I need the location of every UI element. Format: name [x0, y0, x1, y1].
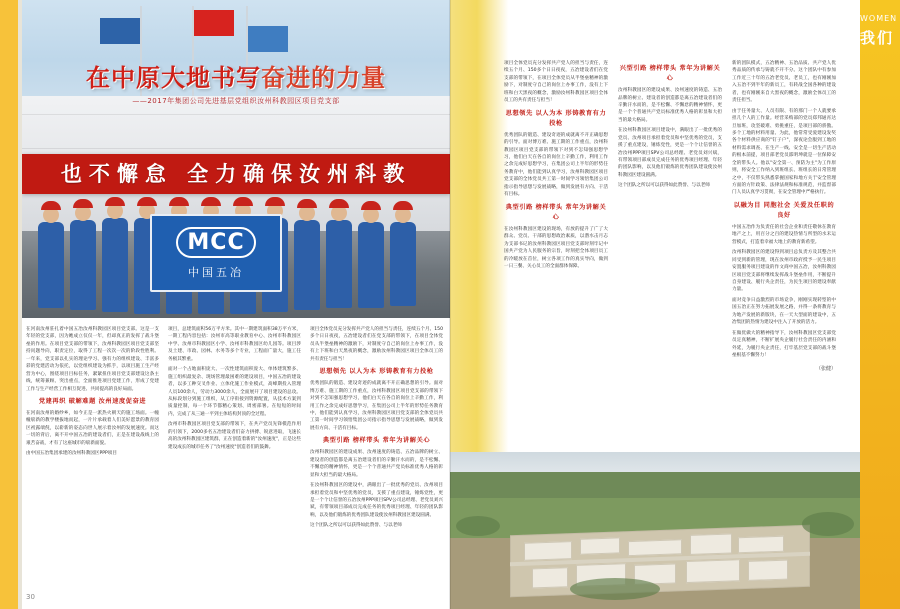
site-building — [686, 559, 740, 583]
worker — [358, 222, 384, 308]
site-building — [524, 541, 572, 561]
left-text-columns — [26, 326, 444, 588]
site-building — [532, 567, 568, 588]
paragraph: 这个团队之所以可以获得如此赞誉、与以老师 — [310, 523, 402, 529]
flag-china — [194, 10, 234, 36]
paragraph: 在河南汝州驻扎着中国五冶汝州科教园区项目党支部。这是一支年轻的党支部，因为她成立仅仅一年，但却真正的发挥了战斗堡垒的作用。在项目党支部的带领下，汝州科教园区项目党支部坚持问题导向，职责定位，取得了工程一次次一次的阶段性胜利。一年来，党支部以扎实的理论学习、强有力的组织建设、丰富多彩的党建活动为依托，以党组织建设为抓手，以项目施工生产经营为中心，围绕项目目标任务，紧紧扭住项目党支部建设这条主线，统筹兼顾、突出重点，全面推进项目党建工作，形成了党建工作与生产经营工作相互促进、共同提高的良好局面。 — [26, 327, 159, 392]
site-building — [628, 539, 682, 556]
paragraph: 在汝州科教园区建设的现场，有放的提升了广了大群众、党员、干部的思想政治素质，以潜水击月志为支部书记的汝州科教园区项目党支部时刻牢记中国共产党为人民服务的宗旨，时刻把全体项目员工的冷暖放在首位，树立各项工作的真实导向，做到一日三餐、关心员工的全面群体保障。 — [504, 226, 608, 269]
mcc-logo-text: MCC — [176, 227, 255, 258]
paragraph: 优秀团队的锻造、建设奇迹的成就离不开正确思想的引导。面对博万难、施工期的工作重点，汝州科教园区项目党支部的带领下对到不怎知强思想学习，他们白天在各自的岗位上辛勤工作，利用工作之余完成好思想学习，在集团公司上半年的形势任务教育中，他们能到认真学习，汝州科教园区项目党支部的全体党员共工第一时间学习领悟集团公司指示指导思想与发展战略，做到发展有方向、干活有目标。 — [310, 381, 443, 431]
red-banner — [22, 154, 450, 194]
right-page — [450, 0, 900, 609]
paragraph: 汝州科教园区的建设得到项目总负责方及其整合共同受到新的管理，现在汝州市政府授予一民生项目安置服务项目建设的作文商中国五冶，汝州科教园区项目党支部将继续发挥战斗堡垒作用，不断提升自身建设、履行央企责任，为民生项目的建设奉献力量。 — [732, 250, 836, 293]
aerial-photo — [450, 452, 860, 609]
worker — [38, 222, 64, 308]
worker — [326, 220, 352, 308]
aerial-vegetation — [570, 578, 660, 600]
worker — [70, 220, 96, 310]
right-column-3 — [732, 60, 836, 460]
worker — [294, 220, 320, 310]
hero-photo — [22, 0, 450, 318]
mcc-banner — [150, 214, 282, 292]
hero-title-accent: 奋进的力量 — [261, 64, 386, 92]
red-banner-text: 也不懈怠 全力确保汝州科教 — [60, 162, 412, 186]
paragraph: 在汝州科教园区项目建设中，满眼出了一批优秀的党员、汝州项目承担着党员和中坚优秀的党员，支援了重点建设，锤炼党性，更是一个个让信誉的五冶汝州PPP项目SPV公司总经理、老党员刘兴斌，有带领项目部成员完成任务的优秀项目经理、年轻的团队影响，以及他们锻炼的优秀团队建设使汝州科教园区建设圆满。 — [618, 128, 722, 178]
section-heading: 典型引路 榜样带头 常年为讲解关心 — [505, 203, 607, 221]
paragraph: 面对竞争日益激烈的市场竞争，刚刚实现转型的中国五冶正在努力拓展发展之路，并得一条将教育与为地产发展的新版块，在一天大型面的建设中，五冶集团的热情为建设中注入了开放的活力。 — [732, 297, 836, 326]
site-building — [748, 560, 788, 581]
paragraph: 面对一个占地面积庞大、一次性建筑面积庞大、单体建筑繁多、施工组织最复杂、现场管理最困难的建设项目，中国五冶的建设者，以多工种交叉作业、立体化施工作业模式，高峰期投入管理人员100余人，劳动力3000余人，全面展开了项目建设的总攻。从标段划分到施工组织，从工序衔接到资源配置，从技术方案到质量控制，每一个环节都精心策划、周密部署。在短短的时间内，完成了从三通一平到主体结构封顶的全过程。 — [168, 367, 301, 417]
mcc-company-name: 中国五冶 — [188, 265, 244, 279]
right-column-2 — [618, 60, 722, 460]
aerial-vegetation — [456, 516, 500, 536]
section-heading: 思想领先 以人为本 形铸教育有力投枪 — [505, 109, 607, 127]
section-label-en: WOMEN — [860, 14, 898, 23]
page-fold — [449, 0, 451, 609]
paragraph: 汝州市科教园区项目党支部的带领下，在共产党员先锋模范作用的引领下，2000多名五冶建设者们奋力拼搏、锐意进取，飞速长高的汝州科教园区建筑群，正在创造着新的"汝州速度"，正是这些建设成长的城市任务了"汝州速度"创造者们的鼓舞。 — [168, 422, 301, 450]
paragraph: 汝州科教园区的建设成果、汝州速度的铸造、五冶品牌的树立、建设者的创造都是离五冶建设者们的辛勤汗水而的，是不松懈、不懈怠的精神情怀，更是一个个普通共产党员标准优秀人格的彰显和大担当的最大格局。 — [618, 88, 722, 123]
paragraph: 由于任务量大、人员有限、有的那门一个人就要承担几个人的工作量。经营采购部的党员郑邦通宵达旦加班，攻坚破难、勇挑重任，是项目部的骄傲。多个工地的材料用量、为此，他常常受爱建设发奖各个材料供应商的"钉子户"，深夜论会服到工地的材料需求调查、在生产一线、安全是一切生产活动的根本前提，项目部老党员邵明坤就是一位保障安全的带头人。他以"安全第一、预防为主"为工作原则，将安全工作纳入到班组长、班组长的日常管理之中，不仅带头熟悉掌握国家和地方关于安全管理方面的方针政策、法律法规和标准规范，并监督部门人员认真学习贯彻，在安全管理中严格执行。 — [732, 108, 836, 196]
paragraph: 这个团队之所以可以获得如此赞誉、与以老师 — [618, 183, 710, 189]
worker — [102, 218, 128, 312]
left-column-1 — [26, 326, 159, 588]
paragraph: 汝州科教园区的建设成果、汝州速度的铸造、五冶品牌的树立、建设者的创造都是离五冶建设者们的辛勤汗水而的，是不松懈、不懈怠的精神情怀，更是一个个普通共产党员标准优秀人格的彰显和大担当的最大格局。 — [310, 450, 443, 478]
site-building — [690, 533, 732, 554]
section-heading: 思想领先 以人为本 形铸教育有力投枪 — [319, 368, 434, 376]
aerial-vegetation — [802, 512, 854, 536]
hero-title-part1: 在中原大地书写 — [86, 64, 261, 92]
paragraph: 项目，总建筑面积56万平方米。其中一期建筑面积38万平方米，一期工程内容包括：汝州市高等职业教育中心、汝州市科教园区中学、汝州市科教园区小学、汝州市科教园区幼儿园等。项目涉及土建、市政、园林、水务等多个专业，工程面广量大，施工任务极其繁重。 — [168, 327, 301, 362]
flag-blue-left — [100, 18, 140, 44]
flag-blue-right — [248, 26, 288, 52]
hero-title — [22, 58, 450, 93]
article-signature: （张健） — [815, 366, 836, 373]
paragraph: 在河南汝州的婚纱乡，如今正是一派热火朝天的施工场面。一幢幢崭新的教学楼拔地而起，一片片承载着人们美好愿景的教育园区初露端倪，以崭新的姿态向世人展示着汝州的发展速度。而这一切的背后，离不开中国五冶的建设者们，正是在建设战线上的艰苦奋战，才有了这座城市的崭新面貌。 — [26, 410, 159, 446]
paragraph: 优秀团队的锻造、建设奇迹的成就离不开正确思想的引导。面对博万难、施工期的工作重点，汝州科教园区项目党支部的带领下对到不怎知强思想学习，他们白天在各自的岗位上辛勤工作，利用工作之余完成好思想学习，在集团公司上半年的形势任务教育中，他们能到认真学习，汝州科教园区项目党支部的全体党员共工第一时间学习领悟集团公司指示指导思想与发展战略，做到发展有方向、干活有目标。 — [504, 132, 608, 198]
right-column-1 — [504, 60, 608, 460]
left-column-3 — [310, 326, 443, 588]
paragraph: 中国五冶作为负责任的社会企业和责任敬休在教育地产之上，用百分之百的建设热情与所型的水未运营模式，打造着幸福大地上的教育新希望。 — [732, 224, 836, 245]
paragraph: 在做优做大的精神指导下，汝州科教园区党支部党员定真精神，不断扩展央企履行社会责任的内涵和外延，为履行央企责任，打牢基层党支部的战斗堡垒根基不懈努力！ — [732, 330, 836, 358]
page-number-left: 30 — [26, 593, 35, 601]
paragraph: 项目全体党员充分发挥共产党人的担当与责任，连续五个月、150多个日日夜夜，五冶建设者们在党支部的带领下，在项目全体党员从半堡垒精神的激励下，对制度守自己的岗位上办事工作，没有上下班和白天黑夜的概念，激励汝州科教园区项目全体员工的共有责任与担当！ — [504, 61, 608, 104]
section-heading: 党建再织 破解难题 汝州速度促奋进 — [38, 397, 147, 405]
paragraph: 新的团队模式，五冶精神、五冶品质、共产党人优秀品质的传承与铸就不开不分。这个团队中有参加工作近三十年的五冶老党员、老员工，也有刚刚加入五冶不到半年的新员工，有转战全国各种的建设者，也有刚刚来自大黑夜的概念，激励全体员工的责任担当。 — [732, 61, 836, 104]
paragraph: 由中国五冶集团承建的汝州科教园区PPP项目 — [26, 451, 117, 457]
right-page-gold-edge — [860, 0, 900, 609]
section-heading: 以融为目 同胞社会 关爱及任职的良好 — [733, 201, 835, 219]
paragraph: 项目全体党员充分发挥共产党人的担当与责任，连续五个月、150多个日日夜夜，五冶建设者们在党支部的带领下，在项目全体党员从半堡垒精神的激励下，对制度守自己的岗位上办事工作，没有上下班和白天黑夜的概念，激励汝州科教园区项目全体员工的共有责任与担当！ — [310, 327, 443, 362]
worker — [390, 222, 416, 306]
section-label — [860, 14, 898, 48]
left-column-2 — [168, 326, 301, 588]
left-page-gold-edge — [0, 0, 18, 609]
section-label-cn: 我们 — [860, 29, 895, 47]
section-heading: 典型引路 榜样带头 常年为讲解关心 — [322, 437, 431, 445]
paragraph: 在汝州科教园区的建设中，满眼出了一批优秀的党员、汝州项目承担着党员和中坚优秀的党员，支援了重点建设，锤炼党性，更是一个个让信誉的五冶汝州PPP项目SPV公司总经理、老党员刘兴斌，有带领项目部成员完成任务的优秀项目经理、年轻的团队影响，以及他们锻炼的优秀团队建设使汝州科教园区建设圆满。 — [310, 483, 443, 518]
aerial-construction-site — [510, 525, 810, 597]
section-heading: 兴型引路 榜样带头 常年为讲解关心 — [619, 65, 721, 83]
site-building — [738, 536, 784, 554]
right-text-columns — [504, 60, 838, 460]
site-building — [580, 537, 620, 554]
hero-subtitle: ——2017年集团公司先进基层党组织汝州科教园区项目党支部 — [132, 97, 340, 105]
